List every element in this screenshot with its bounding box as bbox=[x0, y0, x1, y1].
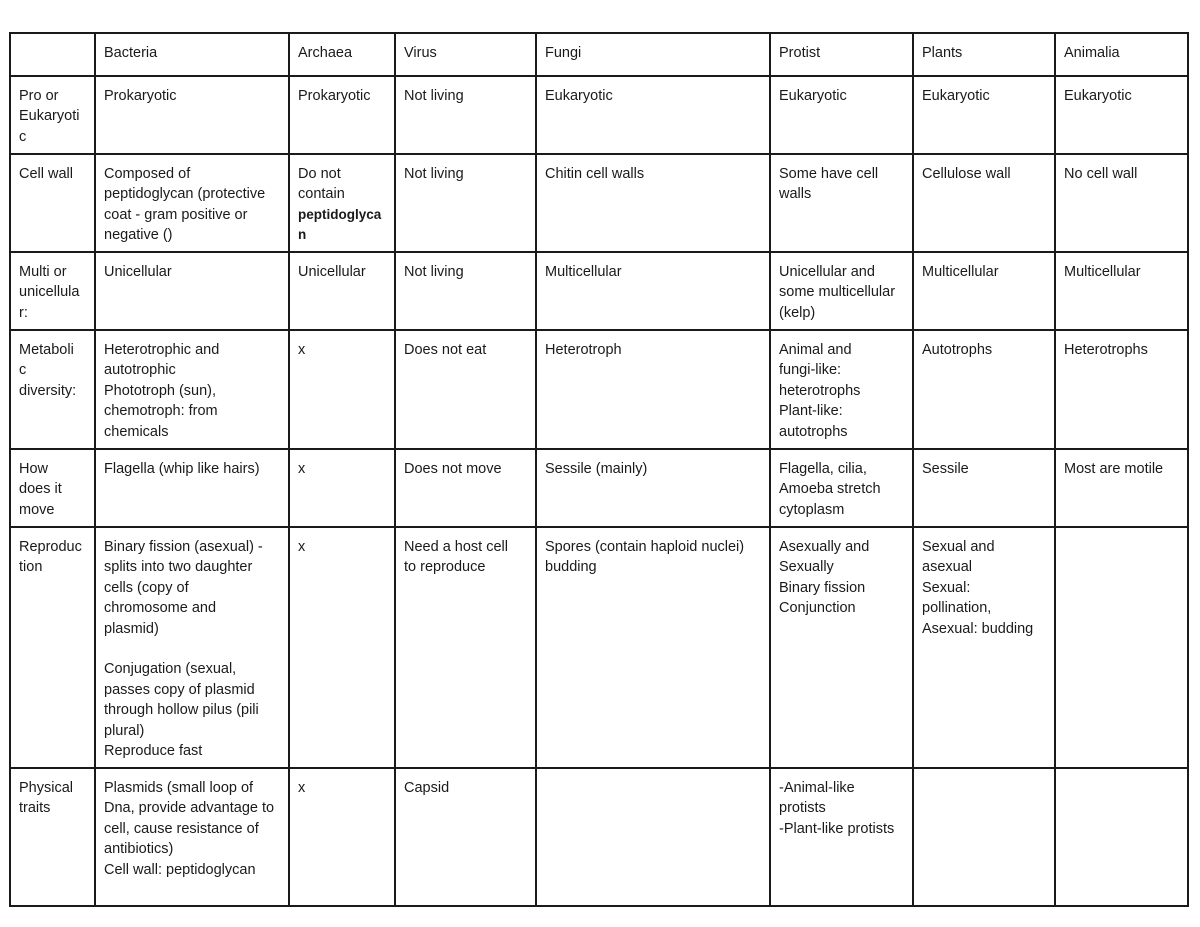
table-cell: Does not move bbox=[395, 449, 536, 527]
header-row bbox=[10, 33, 1188, 76]
table-cell: Sessile (mainly) bbox=[536, 449, 770, 527]
row-label-cell-wall: Cell wall bbox=[10, 154, 95, 252]
kingdom-comparison-table bbox=[9, 32, 1189, 907]
table-cell: Multicellular bbox=[536, 252, 770, 330]
row-label-reproduction: Reproduc tion bbox=[10, 527, 95, 768]
table-cell: Most are motile bbox=[1055, 449, 1188, 527]
archaea-wall-bold-term: peptidoglycan bbox=[298, 206, 382, 243]
table-cell: Heterotrophs bbox=[1055, 330, 1188, 449]
table-cell: Eukaryotic bbox=[1055, 76, 1188, 154]
table-cell: Sessile bbox=[913, 449, 1055, 527]
row-label-movement: How does it move bbox=[10, 449, 95, 527]
table-cell: Heterotroph bbox=[536, 330, 770, 449]
table-cell: Composed of peptidoglycan (protective coat - gram positive or negative () bbox=[95, 154, 289, 252]
table-row-movement bbox=[10, 449, 1188, 527]
header-cell-archaea: Archaea bbox=[289, 33, 395, 76]
table-cell: Unicellular bbox=[289, 252, 395, 330]
table-cell: Plasmids (small loop of Dna, provide advantage to cell, cause resistance of antibiotics) Cell wall: peptidoglycan bbox=[95, 768, 289, 906]
table-cell: No cell wall bbox=[1055, 154, 1188, 252]
table-cell: Spores (contain haploid nuclei) budding bbox=[536, 527, 770, 768]
table-cell: Flagella, cilia, Amoeba stretch cytoplasm bbox=[770, 449, 913, 527]
table-cell: Eukaryotic bbox=[913, 76, 1055, 154]
table-cell: Eukaryotic bbox=[536, 76, 770, 154]
table-cell: Multicellular bbox=[913, 252, 1055, 330]
table-cell: Multicellular bbox=[1055, 252, 1188, 330]
header-cell-corner bbox=[10, 33, 95, 76]
table-cell: Some have cell walls bbox=[770, 154, 913, 252]
table-cell bbox=[1055, 527, 1188, 768]
table-cell: x bbox=[289, 330, 395, 449]
table-cell: Cellulose wall bbox=[913, 154, 1055, 252]
table-cell: Does not eat bbox=[395, 330, 536, 449]
header-cell-animalia: Animalia bbox=[1055, 33, 1188, 76]
table-row-physical-traits bbox=[10, 768, 1188, 906]
table-cell: Asexually and Sexually Binary fission Conjunction bbox=[770, 527, 913, 768]
table-cell: Prokaryotic bbox=[289, 76, 395, 154]
table-cell: Chitin cell walls bbox=[536, 154, 770, 252]
table-cell: Heterotrophic and autotrophic Phototroph (sun), chemotroph: from chemicals bbox=[95, 330, 289, 449]
header-cell-plants: Plants bbox=[913, 33, 1055, 76]
archaea-wall-text: Do not contain bbox=[298, 166, 345, 203]
table-cell: -Animal-like protists -Plant-like protists bbox=[770, 768, 913, 906]
table-cell: Eukaryotic bbox=[770, 76, 913, 154]
table-cell: Flagella (whip like hairs) bbox=[95, 449, 289, 527]
row-label-cell-type: Pro or Eukaryoti c bbox=[10, 76, 95, 154]
table-cell: Sexual and asexual Sexual: pollination, Asexual: budding bbox=[913, 527, 1055, 768]
header-cell-bacteria: Bacteria bbox=[95, 33, 289, 76]
table-row-cell-type bbox=[10, 76, 1188, 154]
table-cell: Binary fission (asexual) - splits into two daughter cells (copy of chromosome and plasmid) Conjugation (sexual, passes copy of plasmid through hollow pilus (pili plural) Reproduce fast bbox=[95, 527, 289, 768]
header-cell-virus: Virus bbox=[395, 33, 536, 76]
table-row-cell-wall bbox=[10, 154, 1188, 252]
table-cell bbox=[1055, 768, 1188, 906]
table-cell: Autotrophs bbox=[913, 330, 1055, 449]
table-cell: x bbox=[289, 527, 395, 768]
table-cell: Capsid bbox=[395, 768, 536, 906]
table-cell: Not living bbox=[395, 252, 536, 330]
table-cell: Prokaryotic bbox=[95, 76, 289, 154]
table-cell: Need a host cell to reproduce bbox=[395, 527, 536, 768]
table-cell: Animal and fungi-like: heterotrophs Plant-like: autotrophs bbox=[770, 330, 913, 449]
row-label-cellularity: Multi or unicellula r: bbox=[10, 252, 95, 330]
row-label-physical-traits: Physical traits bbox=[10, 768, 95, 906]
table-row-metabolism bbox=[10, 330, 1188, 449]
table-cell: Not living bbox=[395, 76, 536, 154]
table-cell bbox=[536, 768, 770, 906]
table-cell: Unicellular bbox=[95, 252, 289, 330]
table-cell: x bbox=[289, 449, 395, 527]
table-row-reproduction bbox=[10, 527, 1188, 768]
table-cell: x bbox=[289, 768, 395, 906]
table-cell bbox=[913, 768, 1055, 906]
table-cell: Not living bbox=[395, 154, 536, 252]
table-row-cellularity bbox=[10, 252, 1188, 330]
table-cell-archaea-wall bbox=[289, 154, 395, 252]
header-cell-fungi: Fungi bbox=[536, 33, 770, 76]
row-label-metabolism: Metaboli c diversity: bbox=[10, 330, 95, 449]
table-cell: Unicellular and some multicellular (kelp) bbox=[770, 252, 913, 330]
header-cell-protist: Protist bbox=[770, 33, 913, 76]
